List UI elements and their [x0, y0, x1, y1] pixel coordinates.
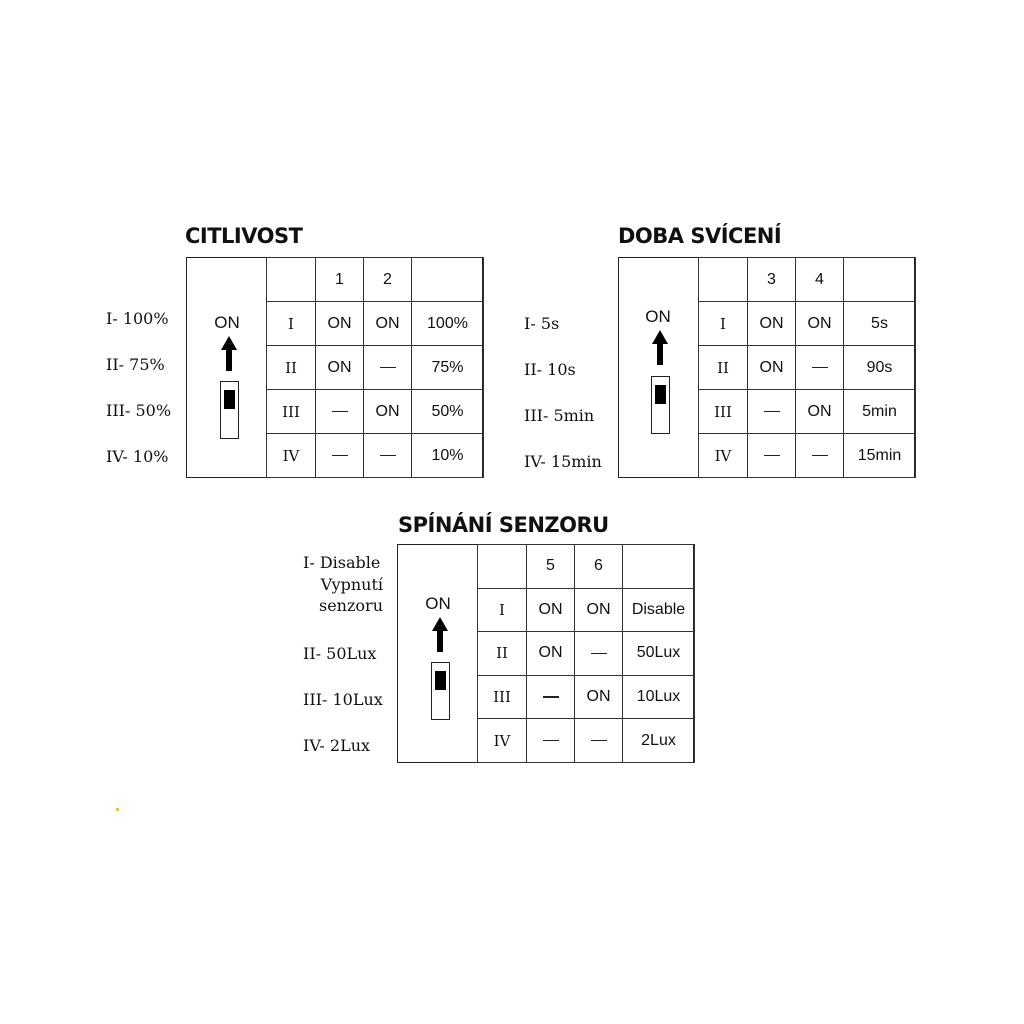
switch-on-label: ON — [214, 313, 240, 332]
dip-switch-knob — [224, 390, 235, 409]
dip-switch-body — [431, 662, 450, 720]
doba-sviceni-title: DOBA SVÍCENÍ — [618, 224, 782, 248]
dash-mark — [812, 455, 828, 456]
table-row — [478, 588, 695, 632]
table-row — [699, 434, 916, 478]
up-arrow-icon — [652, 330, 668, 344]
table-cell: ON — [316, 302, 364, 346]
table-cell: 5min — [844, 390, 916, 434]
table-cell: Disable — [623, 588, 695, 632]
table-row — [478, 675, 695, 719]
table-cell: ON — [748, 302, 796, 346]
up-arrow-icon — [221, 336, 237, 350]
header-cell — [844, 258, 916, 302]
citlivost-label-1: I- 100% — [106, 309, 169, 328]
dip-switch-knob — [435, 671, 446, 690]
switch-on-label: ON — [425, 594, 451, 613]
table-cell: ON — [364, 390, 412, 434]
table-cell: ON — [316, 346, 364, 390]
table-cell — [575, 632, 623, 676]
table-cell — [316, 390, 364, 434]
row-numeral: IV — [478, 719, 527, 763]
table-cell: ON — [796, 302, 844, 346]
table-row — [478, 632, 695, 676]
citlivost-label-4: IV- 10% — [106, 447, 169, 466]
table-row — [267, 434, 484, 478]
table-cell: ON — [575, 588, 623, 632]
row-numeral: III — [267, 390, 316, 434]
citlivost-title: CITLIVOST — [185, 224, 303, 248]
table-header-row — [267, 258, 484, 302]
table-cell: 2Lux — [623, 719, 695, 763]
dip-switch-body — [220, 381, 239, 439]
header-cell: 4 — [796, 258, 844, 302]
doba-label-1: I- 5s — [524, 314, 560, 333]
row-numeral: I — [267, 302, 316, 346]
dash-mark — [332, 455, 348, 456]
header-cell — [623, 545, 695, 589]
table-header-row — [699, 258, 916, 302]
table-cell: 100% — [412, 302, 484, 346]
header-cell: 2 — [364, 258, 412, 302]
spinani-label-1-line-2: Vypnutí — [320, 575, 383, 594]
table-row — [267, 346, 484, 390]
spinani-label-2: II- 50Lux — [303, 644, 377, 663]
table-cell — [748, 390, 796, 434]
row-numeral: II — [267, 346, 316, 390]
table-cell: 10Lux — [623, 675, 695, 719]
table-row — [699, 302, 916, 346]
header-cell — [267, 258, 316, 302]
header-cell: 3 — [748, 258, 796, 302]
doba-label-3: III- 5min — [524, 406, 595, 425]
table-row — [267, 302, 484, 346]
dash-mark — [812, 367, 828, 368]
header-cell: 5 — [527, 545, 575, 589]
row-numeral: I — [699, 302, 748, 346]
table-cell — [796, 434, 844, 478]
table-cell — [364, 434, 412, 478]
table-cell — [796, 346, 844, 390]
table-cell: ON — [527, 588, 575, 632]
arrow-shaft — [226, 349, 232, 371]
row-numeral: IV — [699, 434, 748, 478]
table-cell — [364, 346, 412, 390]
table-header-row — [478, 545, 695, 589]
dip-switch-body — [651, 376, 670, 434]
dash-mark — [332, 411, 348, 412]
citlivost-label-3: III- 50% — [106, 401, 172, 420]
table-cell: ON — [748, 346, 796, 390]
spinani-table — [477, 544, 695, 763]
citlivost-table — [266, 257, 484, 478]
citlivost-label-2: II- 75% — [106, 355, 165, 374]
row-numeral: III — [699, 390, 748, 434]
table-row — [699, 390, 916, 434]
dash-mark — [543, 696, 559, 697]
table-cell — [527, 719, 575, 763]
dash-mark — [380, 455, 396, 456]
table-cell: 75% — [412, 346, 484, 390]
spinani-senzoru-title: SPÍNÁNÍ SENZORU — [398, 513, 609, 537]
table-cell: 5s — [844, 302, 916, 346]
dash-mark — [380, 367, 396, 368]
table-cell: 50Lux — [623, 632, 695, 676]
header-cell: 1 — [316, 258, 364, 302]
row-numeral: I — [478, 588, 527, 632]
table-row — [267, 390, 484, 434]
spinani-label-4: IV- 2Lux — [303, 736, 371, 755]
dash-mark — [591, 740, 607, 741]
arrow-shaft — [437, 630, 443, 652]
table-cell: 15min — [844, 434, 916, 478]
table-cell — [575, 719, 623, 763]
table-cell — [748, 434, 796, 478]
table-cell: 50% — [412, 390, 484, 434]
header-cell — [699, 258, 748, 302]
doba-label-4: IV- 15min — [524, 452, 602, 471]
header-cell: 6 — [575, 545, 623, 589]
row-numeral: II — [478, 632, 527, 676]
dash-mark — [591, 653, 607, 654]
table-cell — [527, 675, 575, 719]
up-arrow-icon — [432, 617, 448, 631]
decorative-dot — [116, 808, 119, 811]
table-row — [699, 346, 916, 390]
table-cell: 90s — [844, 346, 916, 390]
doba-table — [698, 257, 916, 478]
spinani-label-1: I- Disable — [303, 553, 381, 572]
spinani-label-3: III- 10Lux — [303, 690, 383, 709]
switch-on-label: ON — [645, 307, 671, 326]
dip-switch-knob — [655, 385, 666, 404]
dash-mark — [764, 411, 780, 412]
table-cell: ON — [364, 302, 412, 346]
table-row — [478, 719, 695, 763]
table-cell: 10% — [412, 434, 484, 478]
table-cell: ON — [796, 390, 844, 434]
table-cell: ON — [575, 675, 623, 719]
table-cell — [316, 434, 364, 478]
spinani-label-1-line-3: senzoru — [319, 596, 383, 615]
dash-mark — [764, 455, 780, 456]
arrow-shaft — [657, 343, 663, 365]
doba-label-2: II- 10s — [524, 360, 576, 379]
row-numeral: III — [478, 675, 527, 719]
dash-mark — [543, 740, 559, 741]
table-cell: ON — [527, 632, 575, 676]
header-cell — [412, 258, 484, 302]
row-numeral: IV — [267, 434, 316, 478]
header-cell — [478, 545, 527, 589]
row-numeral: II — [699, 346, 748, 390]
